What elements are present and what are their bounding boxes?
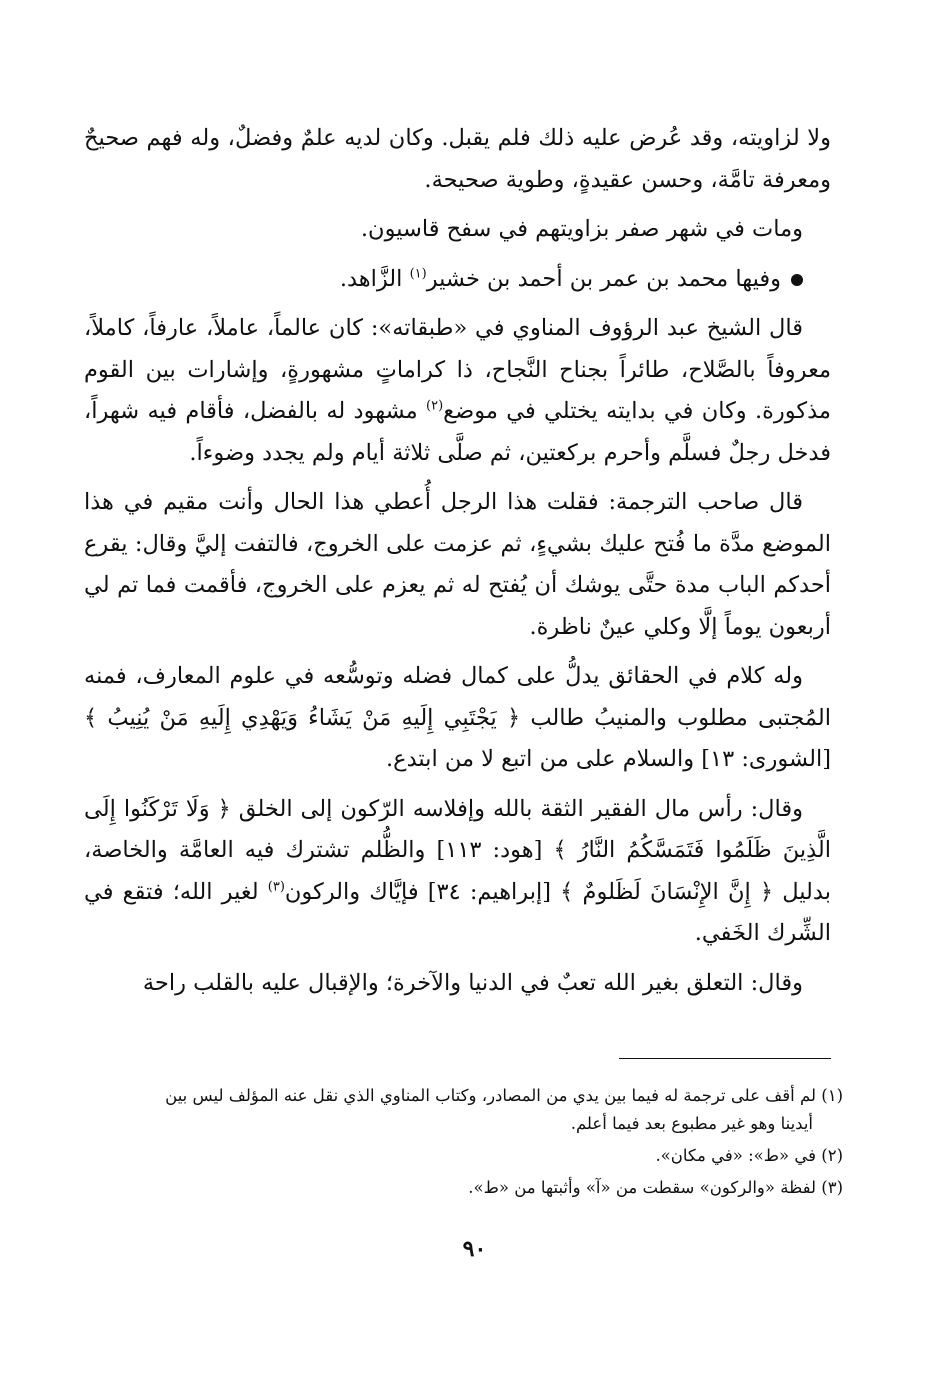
paragraph: وله كلام في الحقائق يدلُّ على كمال فضله وتوسُّعه في علوم المعارف، فمنه المُجتبى مطلوب والمنيبُ طالب ﴿ يَجْتَبِي إِلَيهِ مَنْ يَشَاءُ وَيَهْدِي إِلَيهِ مَنْ يُنِيبُ ﴾ [الشورى: ١٣] والسلام على من اتبع لا من ابتدع. xyxy=(84,663,831,772)
paragraph-text: قال الشيخ عبد الرؤوف المناوي في «طبقاته»: كان عالماً، عاملاً، عارفاً، كاملاً، معروفاً بالصَّلاح، طائراً بجناح النَّجاح، ذا كراماتٍ مشهورةٍ، وإشارات بين القوم مذكورة. وكان في بدايته يختلي في موضع xyxy=(84,315,831,424)
footnote-text: في «ط»: «في مكان». xyxy=(655,1146,816,1165)
paragraph xyxy=(84,789,831,955)
footnote-1 xyxy=(84,1082,843,1138)
footnote-reference: (١) xyxy=(409,266,427,281)
footnotes xyxy=(84,1082,843,1206)
paragraph xyxy=(84,308,831,474)
footnote-reference: (٣) xyxy=(267,879,285,894)
entry-heading-text: وفيها محمد بن عمر بن أحمد بن خشير xyxy=(426,265,781,292)
bullet-icon xyxy=(791,274,803,286)
paragraph-text: وقال: رأس مال الفقير الثقة بالله وإفلاسه الرّكون إلى الخلق ﴿ وَلَا تَرْكَنُوا إِلَى الَّذِينَ ظَلَمُوا فَتَمَسَّكُمُ النَّارُ ﴾ [هود: ١١٣] والظُّلم تشترك فيه العامَّة والخاصة، بدليل ﴿ إِنَّ الإِنْسَانَ لَظَلومٌ ﴾ [إبراهيم: ٣٤] فإيَّاك والركون xyxy=(84,795,832,905)
paragraph-text-end: مشهود له بالفضل، فأقام فيه شهراً، فدخل رجلٌ فسلَّم وأحرم بركعتين، ثم صلَّى ثلاثة أيام ولم يجدد وضوءاً. xyxy=(84,398,831,466)
page-number: ٩٠ xyxy=(462,1236,487,1262)
footnote-divider xyxy=(619,1058,831,1059)
paragraph: وقال: التعلق بغير الله تعبٌ في الدنيا والآخرة؛ والإقبال عليه بالقلب راحة xyxy=(142,969,803,996)
paragraph: ومات في شهر صفر بزاويتهم في سفح قاسيون. xyxy=(360,216,803,242)
entry-heading-paragraph xyxy=(84,259,831,301)
entry-heading-text-end: الزَّاهد. xyxy=(339,265,410,292)
footnote-text: لم أقف على ترجمة له فيما بين يدي من المصادر، وكتاب المناوي الذي نقل عنه المؤلف ليس بين xyxy=(165,1086,816,1105)
footnote-2 xyxy=(84,1142,843,1170)
footnote-3 xyxy=(84,1174,843,1202)
footnote-number: (٣) xyxy=(821,1178,843,1197)
footnote-number: (٢) xyxy=(821,1146,843,1165)
footnote-text: لفظة «والركون» سقطت من «آ» وأثبتها من «ط». xyxy=(468,1178,816,1197)
footnote-number: (١) xyxy=(821,1086,843,1105)
main-text-body xyxy=(84,118,831,1012)
paragraph: ولا لزاويته، وقد عُرض عليه ذلك فلم يقبل. وكان لديه علمٌ وفضلٌ، وله فهم صحيحٌ ومعرفة تامَّة، وحسن عقيدةٍ، وطوية صحيحة. xyxy=(84,125,831,193)
footnote-reference: (٢) xyxy=(426,398,444,414)
paragraph: قال صاحب الترجمة: فقلت هذا الرجل أُعطي هذا الحال وأنت مقيم في هذا الموضع مدَّة ما فُتح عليك بشيءٍ، ثم عزمت على الخروج، فالتفت إليَّ وقال: يقرع أحدكم الباب مدة حتَّى يوشك أن يُفتح له ثم يعزم على الخروج، فأقمت فما تم لي أربعون يوماً إلَّا وكلي عينٌ ناظرة. xyxy=(84,489,831,640)
footnote-text-continued: أيدينا وهو غير مطبوع بعد فيما أعلم. xyxy=(570,1114,813,1133)
paragraph-text-end: لغير الله؛ فتقع في الشِّرك الخَفي. xyxy=(84,878,831,946)
